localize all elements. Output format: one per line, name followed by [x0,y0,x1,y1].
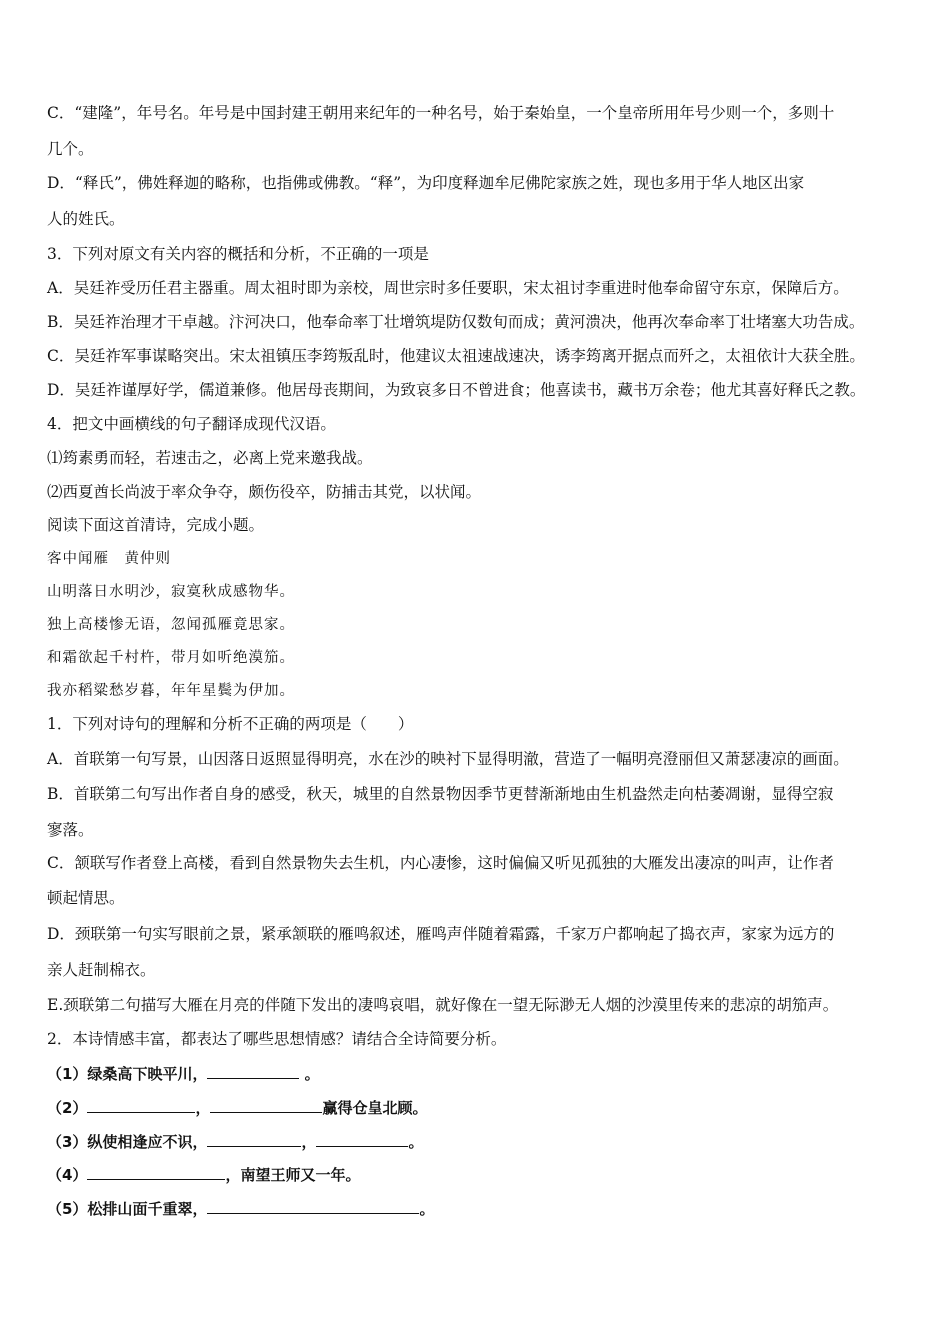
answer-blank[interactable] [87,1165,225,1180]
poem-line: 客中闻雁 黄仲则 [47,551,171,567]
fill-blank-item [47,1165,917,1185]
question-line: E.颈联第二句描写大雁在月亮的伴随下发出的凄鸣哀唱，就好像在一望无际渺无人烟的沙漠里传来的悲凉的胡笳声。 [47,996,839,1014]
poem-line: 我亦稻粱愁岁暮，年年星鬓为伊加。 [47,683,295,699]
fill-blank-item [47,1132,917,1152]
text-line: B．吴廷祚治理才干卓越。汴河决口，他奉命率丁壮增筑堤防仅数旬而成；黄河溃决，他再次奉命率丁壮堵塞大功告成。 [47,313,865,331]
answer-blank[interactable] [207,1064,299,1079]
fill-text: ，南望王师又一年。 [225,1166,361,1184]
fill-blank-item [47,1064,917,1084]
question-line: 2．本诗情感丰富，都表达了哪些思想情感？请结合全诗简要分析。 [47,1030,507,1048]
text-line: 人的姓氏。 [47,210,125,228]
answer-blank[interactable] [210,1098,322,1113]
text-line: A．吴廷祚受历任君主器重。周太祖时即为亲校，周世宗时多任要职，宋太祖讨李重进时他奉命留守东京，保障后方。 [47,279,849,297]
answer-blank[interactable] [316,1132,408,1147]
text-line: ⑵西夏酋长尚波于率众争夺，颇伤役卒，防捕击其党，以状闻。 [47,483,482,501]
fill-blank-item [47,1098,917,1118]
poem-line: 山明落日水明沙，寂寞秋成感物华。 [47,584,295,600]
poem-line: 独上高楼惨无语，忽闻孤雁竟思家。 [47,617,295,633]
answer-blank[interactable] [87,1098,195,1113]
answer-blank[interactable] [207,1132,301,1147]
text-line: C．吴廷祚军事谋略突出。宋太祖镇压李筠叛乱时，他建议太祖速战速决，诱李筠离开据点而歼之，太祖依计大获全胜。 [47,347,865,365]
question-line: 顿起情思。 [47,889,125,907]
fill-text: （2） [47,1099,88,1117]
question-line: B．首联第二句写出作者自身的感受，秋天，城里的自然景物因季节更替渐渐地由生机盎然走向枯萎凋谢，显得空寂 [47,785,834,803]
fill-text: ， [301,1133,317,1151]
fill-text: 。 [299,1065,320,1083]
fill-text: （3）纵使相逢应不识， [47,1133,208,1151]
question-line: D．颈联第一句实写眼前之景，紧承颔联的雁鸣叙述，雁鸣声伴随着霜露，千家万户都响起了捣衣声，家家为远方的 [47,925,835,943]
fill-blank-item [47,1199,917,1219]
fill-text: （1）绿桑高下映平川， [47,1065,208,1083]
text-line: 3．下列对原文有关内容的概括和分析，不正确的一项是 [47,245,429,263]
fill-text: 赢得仓皇北顾。 [322,1099,428,1117]
text-line: 几个。 [47,140,94,158]
question-line: 亲人赶制棉衣。 [47,961,156,979]
fill-text: 。 [419,1200,435,1218]
question-line: 1．下列对诗句的理解和分析不正确的两项是（ ） [47,715,414,733]
question-line: 寥落。 [47,821,94,839]
poem-line: 和霜欲起千村杵，带月如听绝漠笳。 [47,650,295,666]
text-line: D．“释氏”，佛姓释迦的略称，也指佛或佛教。“释”，为印度释迦牟尼佛陀家族之姓，现也多用于华人地区出家 [47,174,805,192]
question-line: C．颔联写作者登上高楼，看到自然景物失去生机，内心凄惨，这时偏偏又听见孤独的大雁发出凄凉的叫声，让作者 [47,854,834,872]
fill-text: （5）松排山面千重翠， [47,1200,208,1218]
text-line: ⑴筠素勇而轻，若速击之，必离上党来邀我战。 [47,449,373,467]
text-line: 4．把文中画横线的句子翻译成现代汉语。 [47,415,336,433]
answer-blank[interactable] [207,1199,419,1214]
question-line: A．首联第一句写景，山因落日返照显得明亮，水在沙的映衬下显得明澈，营造了一幅明亮澄丽但又萧瑟凄凉的画面。 [47,750,849,768]
fill-text: （4） [47,1166,88,1184]
text-line: D．吴廷祚谨厚好学，儒道兼修。他居母丧期间，为致哀多日不曾进食；他喜读书，藏书万余卷；他尤其喜好释氏之教。 [47,381,866,399]
text-line: 阅读下面这首清诗，完成小题。 [47,516,265,534]
fill-text: 。 [408,1133,424,1151]
fill-text: ， [195,1099,211,1117]
text-line: C．“建隆”，年号名。年号是中国封建王朝用来纪年的一种名号，始于秦始皇，一个皇帝所用年号少则一个，多则十 [47,104,835,122]
